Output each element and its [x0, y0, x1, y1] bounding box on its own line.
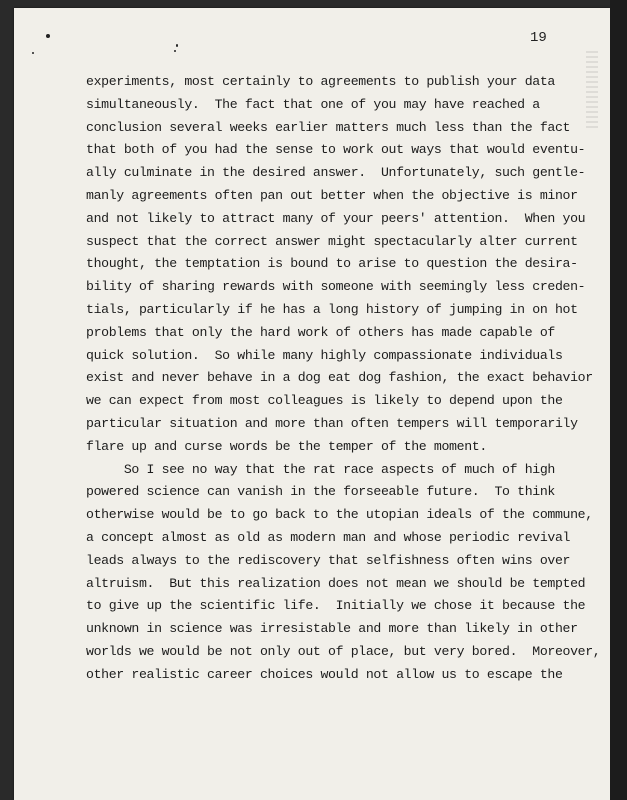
ink-speck — [176, 44, 178, 47]
text-line: experiments, most certainly to agreements to publish your data — [86, 74, 555, 89]
text-line: ally culminate in the desired answer. Unfortunately, such gentle- — [86, 165, 586, 181]
text-line: otherwise would be to go back to the utopian ideals of the commune, — [86, 507, 593, 523]
text-line: suspect that the correct answer might spectacularly alter current — [86, 233, 578, 249]
text-line: simultaneously. The fact that one of you may have reached a — [86, 96, 540, 112]
text-line: tials, particularly if he has a long history of jumping in on hot — [86, 301, 578, 317]
text-line: So I see no way that the rat race aspects of much of high — [86, 461, 555, 477]
text-line: a concept almost as old as modern man and whose periodic revival — [86, 529, 571, 545]
text-line: other realistic career choices would not allow us to escape the — [86, 666, 563, 682]
ink-speck — [32, 52, 34, 54]
body-text — [86, 71, 601, 687]
text-line: that both of you had the sense to work out ways that would eventu- — [86, 142, 586, 158]
text-line: thought, the temptation is bound to arise to question the desira- — [86, 256, 578, 272]
paper-edge-marks — [586, 48, 598, 128]
text-line: bility of sharing rewards with someone with seemingly less creden- — [86, 279, 586, 295]
text-line: conclusion several weeks earlier matters much less than the fact — [86, 119, 571, 135]
text-line: manly agreements often pan out better when the objective is minor — [86, 187, 578, 203]
text-line: altruism. But this realization does not mean we should be tempted — [86, 575, 586, 591]
page-number: 19 — [530, 30, 547, 46]
text-line: worlds we would be not only out of place, but very bored. Moreover, — [86, 643, 601, 659]
text-line: flare up and curse words be the temper of the moment. — [86, 438, 487, 454]
text-line: and not likely to attract many of your peers' attention. When you — [86, 210, 586, 226]
text-line: particular situation and more than often tempers will temporarily — [86, 415, 578, 431]
ink-speck — [46, 34, 50, 38]
text-line: quick solution. So while many highly compassionate individuals — [86, 347, 563, 363]
scan-border — [610, 0, 627, 800]
text-line: powered science can vanish in the forseeable future. To think — [86, 484, 555, 500]
ink-speck — [174, 50, 176, 52]
text-line: leads always to the rediscovery that selfishness often wins over — [86, 552, 571, 568]
text-line: problems that only the hard work of others has made capable of — [86, 324, 555, 340]
text-line: exist and never behave in a dog eat dog fashion, the exact behavior — [86, 370, 593, 386]
text-line: unknown in science was irresistable and more than likely in other — [86, 621, 578, 637]
text-line: we can expect from most colleagues is likely to depend upon the — [86, 393, 563, 409]
text-line: to give up the scientific life. Initially we chose it because the — [86, 598, 586, 614]
